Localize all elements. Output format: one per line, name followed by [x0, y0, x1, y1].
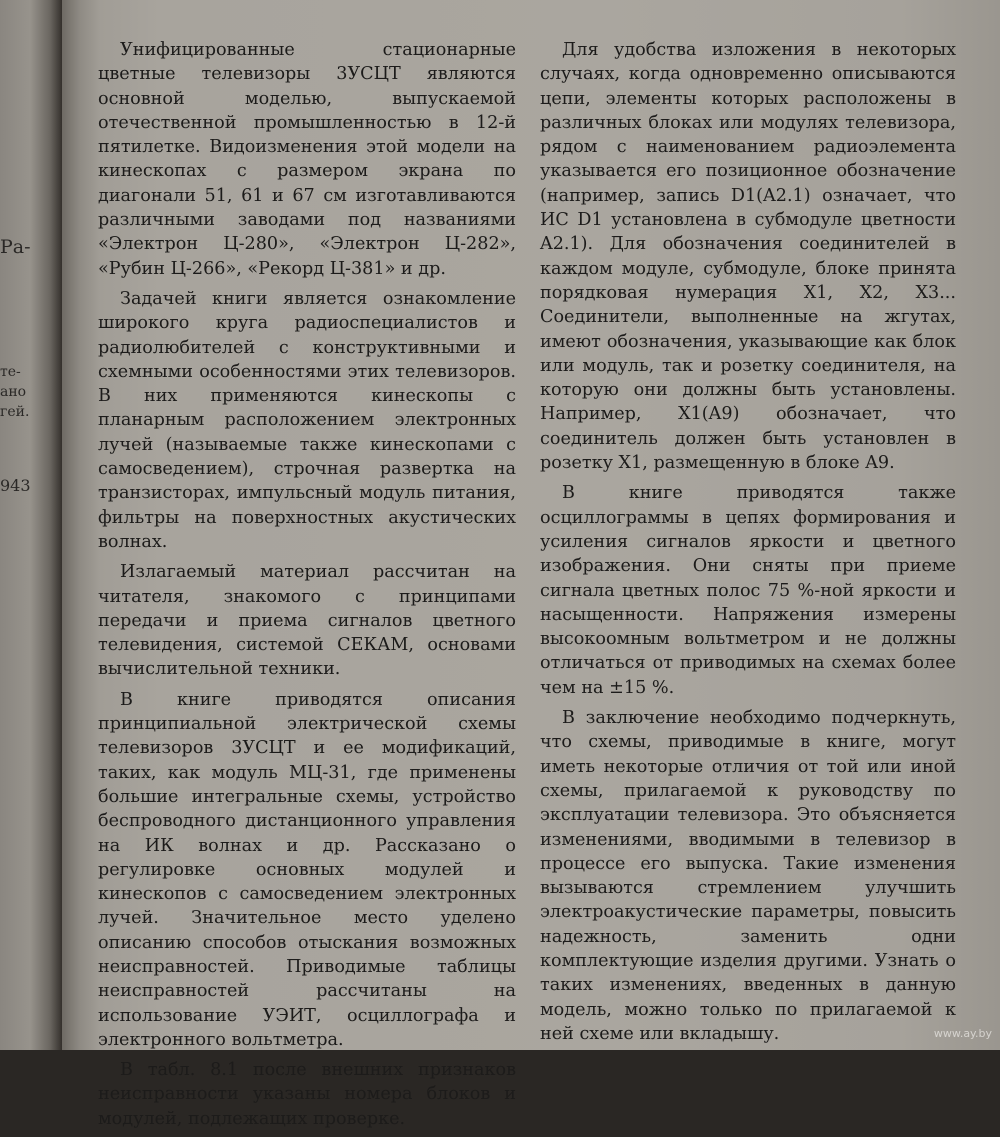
paragraph: В книге приводятся также осциллограммы в цепях формирования и усиления сигналов яркости и цветного изображения. Они сняты при приеме сигнала цветных полос 75 %-ной яркости и насыщенности. Напряжения измерены высокоомным вольтметром и не должны отличаться от приводимых на схемах более чем на ±15 %. [540, 483, 956, 698]
left-page-fragment: Ра- [0, 236, 31, 258]
paragraph: В заключение необходимо подчеркнуть, что схемы, приводимые в книге, могут иметь некоторые отличия от той или иной схемы, прилагаемой к руководству по эксплуатации телевизора. Это объясняется изменениями, вводимыми в телевизор в процессе его выпуска. Такие изменения вызываются стремлением улучшить электроакустические параметры, повысить надежность, заменить одни комплектующие изделия другими. Узнать о таких изменениях, введенных в данную модель, можно только по прилагаемой к ней схеме или вкладышу. [540, 708, 956, 1044]
paragraph: Для удобства изложения в некоторых случаях, когда одновременно описываются цепи, элементы которых расположены в различных блоках или модулях телевизора, рядом с наименованием радиоэлемента указывается его позиционное обозначение (например, запись D1(A2.1) означает, что ИС D1 установлена в субмодуле цветности A2.1). Для обозначения соединителей в каждом модуле, субмодуле, блоке принята порядковая нумерация X1, X2, X3... Соединители, выполненные на жгутах, имеют обозначения, указывающие как блок или модуль, так и розетку соединителя, на которую они должны быть установлены. Например, X1(A9) обозначает, что соединитель должен быть установлен в розетку X1, размещенную в блоке A9. [540, 40, 956, 474]
text-column-right [540, 38, 956, 1052]
text-column-left [98, 38, 516, 1137]
watermark: www.ay.by [933, 1027, 992, 1040]
paragraph: Излагаемый материал рассчитан на читателя, знакомого с принципами передачи и приема сигналов цветного телевидения, системой СЕКАМ, основами вычислительной техники. [98, 562, 516, 680]
left-page-edge [0, 0, 62, 1050]
paragraph: Унифицированные стационарные цветные телевизоры 3УСЦТ являются основной моделью, выпускаемой отечественной промышленностью в 12-й пятилетке. Видоизменения этой модели на кинескопах с размером экрана по диагонали 51, 61 и 67 см изготавливаются различными заводами под названиями «Электрон Ц-280», «Электрон Ц-282», «Рубин Ц-266», «Рекорд Ц-381» и др. [98, 40, 516, 279]
paragraph: В табл. 8.1 после внешних признаков неисправности указаны номера блоков и модулей, подлежащих проверке. [98, 1060, 516, 1129]
paragraph: Задачей книги является ознакомление широкого круга радиоспециалистов и радиолюбителей с конструктивными и схемными особенностями этих телевизоров. В них применяются кинескопы с планарным расположением электронных лучей (называемые также кинескопами с самосведением), строчная развертка на транзисторах, импульсный модуль питания, фильтры на поверхностных акустических волнах. [98, 288, 516, 552]
paragraph: В книге приводятся описания принципиальной электрической схемы телевизоров 3УСЦТ и ее модификаций, таких, как модуль МЦ-31, где применены большие интегральные схемы, устройство беспроводного дистанционного управления на ИК волнах и др. Рассказано о регулировке основных модулей и кинескопов с самосведением электронных лучей. Значительное место уделено описанию способов отыскания возможных неисправностей. Приводимые таблицы неисправностей рассчитаны на использование УЭИТ, осциллографа и электронного вольтметра. [98, 689, 516, 1050]
left-page-fragment: те- ано гей. [0, 364, 30, 420]
left-page-fragment: 943 [0, 476, 31, 495]
